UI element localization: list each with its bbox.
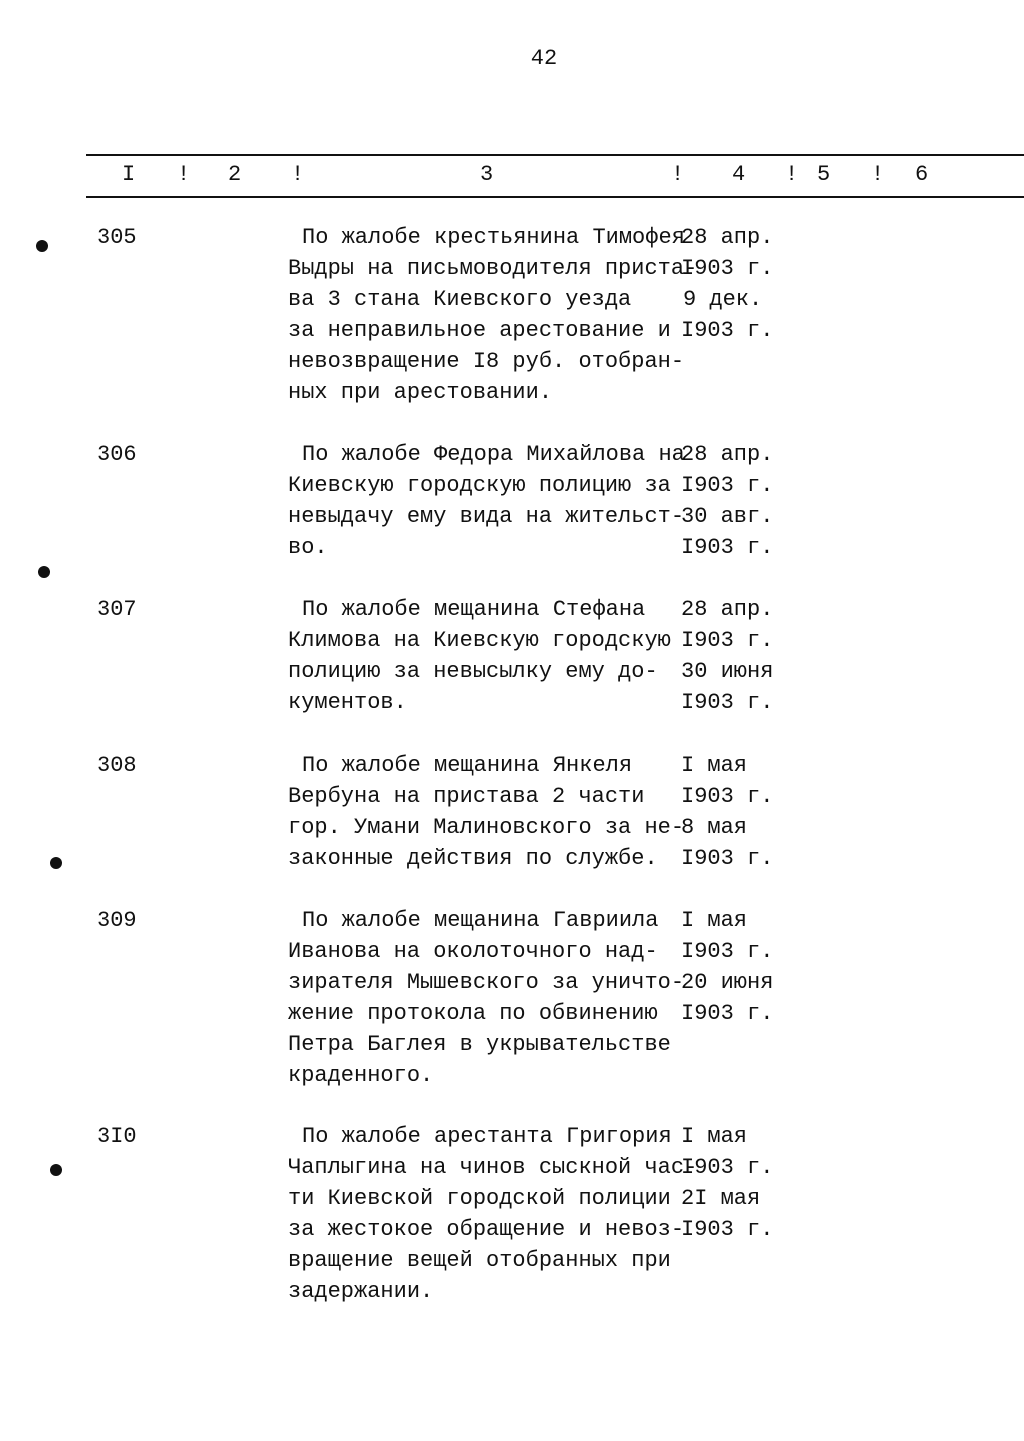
date-line: 2I мая [681,1186,761,1211]
date-line: I903 г. [681,256,774,281]
description-line: Выдры на письмоводителя приста- [288,256,698,281]
date-line: I903 г. [681,690,774,715]
description-line: ных при арестовании. [288,380,553,405]
entry-number: 308 [97,753,137,778]
description-line: По жалобе мещанина Стефана [302,597,646,622]
entry-dates [681,594,791,718]
description-line: По жалобе Федора Михайлова на [302,442,685,467]
date-line: I903 г. [681,628,774,653]
entry-description [288,222,698,408]
date-line: I903 г. [681,1217,774,1242]
date-line: 28 апр. [681,597,774,622]
description-line: невыдачу ему вида на жительст- [288,504,685,529]
description-line: По жалобе мещанина Янкеля [302,753,633,778]
description-line: ти Киевской городской полиции [288,1186,671,1211]
entry-dates [681,439,791,563]
description-line: ва 3 стана Киевского уезда [288,287,632,312]
description-line: вращение вещей отобранных при [288,1248,671,1273]
date-line: I мая [681,908,748,933]
date-line: I мая [681,753,748,778]
entry-number: 3I0 [97,1124,137,1149]
date-line: 28 апр. [681,225,774,250]
date-line: I903 г. [681,846,774,871]
description-line: за жестокое обращение и невоз- [288,1217,685,1242]
description-line: краденного. [288,1063,434,1088]
description-line: задержании. [288,1279,434,1304]
date-line: I903 г. [681,473,774,498]
col-separator: ! [177,162,191,187]
description-line: Киевскую городскую полицию за [288,473,671,498]
date-line: I903 г. [681,535,774,560]
description-line: полицию за невысылку ему до- [288,659,658,684]
entry-dates [681,905,791,1029]
col-separator: ! [871,162,885,187]
date-line: 8 мая [681,815,748,840]
description-line: По жалобе крестьянина Тимофея [302,225,685,250]
entry-description [288,905,688,1091]
col-separator: ! [785,162,799,187]
date-line: I903 г. [681,784,774,809]
date-line: I903 г. [681,1001,774,1026]
description-line: зирателя Мышевского за уничто- [288,970,685,995]
punch-hole-mark [36,240,48,252]
date-line: 20 июня [681,970,774,995]
date-line: 9 дек. [683,287,763,312]
date-line: 28 апр. [681,442,774,467]
col-header-6: 6 [915,162,929,187]
description-line: Петра Баглея в укрывательстве [288,1032,671,1057]
description-line: жение протокола по обвинению [288,1001,658,1026]
entry-number: 309 [97,908,137,933]
description-line: По жалобе мещанина Гавриила [302,908,659,933]
col-header-3: 3 [480,162,494,187]
entry-dates [681,750,791,874]
entry-dates [681,1121,791,1245]
description-line: По жалобе арестанта Григория [302,1124,672,1149]
col-header-4: 4 [732,162,746,187]
punch-hole-mark [38,566,50,578]
page-number: 42 [530,46,558,71]
entry-description [288,439,688,563]
date-line: 30 авг. [681,504,774,529]
date-line: I903 г. [681,939,774,964]
table-rule-top [86,154,1024,156]
date-line: 30 июня [681,659,774,684]
entry-number: 307 [97,597,137,622]
col-separator: ! [291,162,305,187]
description-line: во. [288,535,328,560]
date-line: I903 г. [681,318,774,343]
entry-description [288,750,688,874]
description-line: кументов. [288,690,407,715]
entry-number: 305 [97,225,137,250]
entry-description [288,1121,698,1307]
entry-description [288,594,688,718]
description-line: Чаплыгина на чинов сыскной час- [288,1155,698,1180]
description-line: за неправильное арестование и [288,318,671,343]
col-separator: ! [671,162,685,187]
description-line: гор. Умани Малиновского за не- [288,815,685,840]
col-header-5: 5 [817,162,831,187]
description-line: невозвращение I8 руб. отобран- [288,349,685,374]
date-line: I903 г. [681,1155,774,1180]
description-line: Вербуна на пристава 2 части [288,784,645,809]
punch-hole-mark [50,857,62,869]
entry-number: 306 [97,442,137,467]
description-line: законные действия по службе. [288,846,658,871]
col-header-1: I [122,162,136,187]
entry-dates [681,222,791,346]
table-rule-bottom [86,196,1024,198]
punch-hole-mark [50,1164,62,1176]
description-line: Климова на Киевскую городскую [288,628,671,653]
date-line: I мая [681,1124,748,1149]
description-line: Иванова на околоточного над- [288,939,658,964]
col-header-2: 2 [228,162,242,187]
